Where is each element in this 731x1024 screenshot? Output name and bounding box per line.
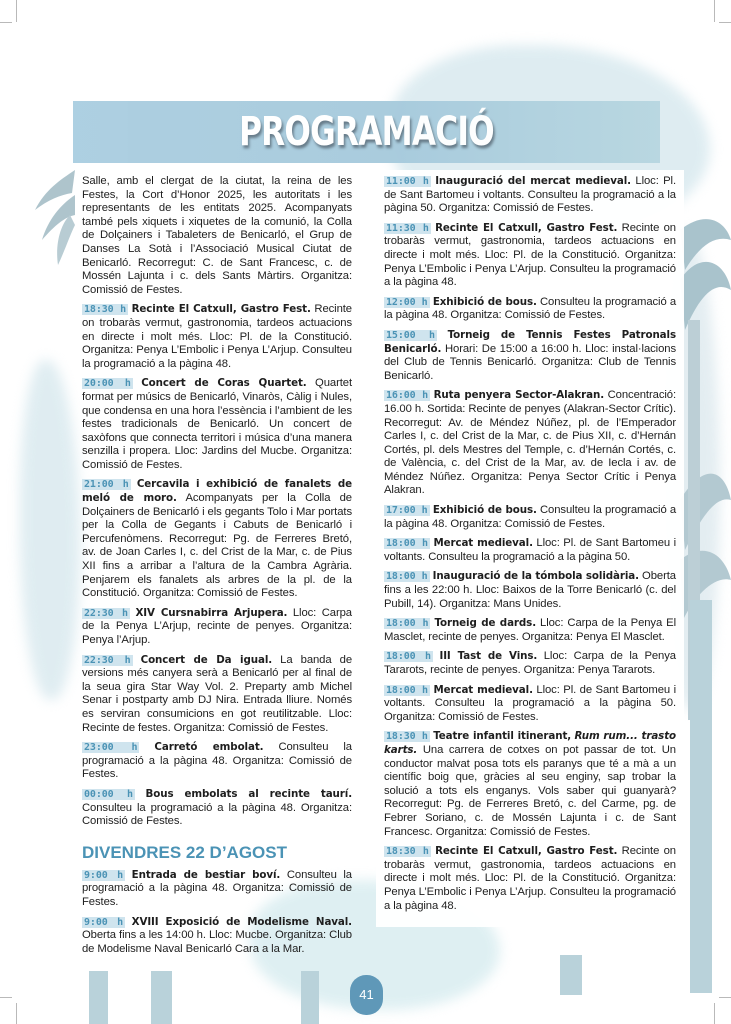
decorative-bar	[690, 600, 712, 993]
schedule-entry	[384, 730, 676, 839]
time-badge: 18:00 h	[386, 571, 428, 583]
event-title: Ruta penyera Sector-Alakran.	[433, 389, 605, 402]
event-description: Quartet format per músics de Benicarló, Vinaròs, Càlig i Nules, que condensa en una hora l’essència i l’ambient de les festes tradicionals de Benicarló. Un concert de saxòfons que connecta territori i música d’una manera senzilla i propera. Lloc: Jardins del Mucbe. Organitza: Comissió de Festes.	[82, 377, 352, 471]
time-badge: 18:30 h	[386, 731, 428, 743]
event-description: Oberta fins a les 14:00 h. Lloc: Mucbe. Organitza: Club de Modelisme Naval Benicarló Cara a la Mar.	[82, 929, 352, 955]
event-title: Recinte El Catxull, Gastro Fest.	[435, 845, 618, 858]
schedule-entry	[82, 607, 352, 648]
event-description: Recinte on trobaràs vermut, gastronomia, tardeos actuacions en directe i molt més. Lloc: Pl. de la Constitució. Organitza: Penya L’Embolic i Penya L’Arjup. Consulteu la programació a la pàgina 48.	[384, 221, 676, 289]
event-title: Concert de Coras Quartet.	[141, 377, 307, 390]
event-title: III Tast de Vins.	[439, 650, 538, 663]
decorative-bar	[301, 971, 319, 1024]
schedule-entry	[82, 478, 352, 600]
palm-tree-icon	[30, 165, 80, 275]
event-title: Recinte El Catxull, Gastro Fest.	[131, 303, 311, 316]
event-description: Recinte on trobaràs vermut, gastronomia, tardeos actuacions en directe i molt més. Lloc: Pl. de la Constitució. Organitza: Penya L’Embolic i Penya L’Arjup. Consulteu la programació a la pàgina 48.	[384, 845, 676, 912]
event-title: Concert de Da igual.	[140, 653, 273, 666]
crop-mark	[0, 22, 12, 23]
schedule-entry	[82, 916, 352, 957]
event-title: Mercat medieval.	[433, 537, 533, 550]
event-title: Inauguració de la tómbola solidària.	[432, 570, 639, 583]
schedule-entry	[82, 788, 352, 829]
event-description: Lloc: Carpa de la Penya Tararots, recinte de penyes. Organitza: Penya Tararots.	[384, 650, 676, 676]
event-description: Horari: De 15:00 a 16:00 h. Lloc: instal·lacions del Club de Tennis Benicarló. Organitza: Club de Tennis Benicarló.	[384, 342, 676, 382]
event-title: Exhibició de bous.	[432, 295, 537, 308]
event-description: Lloc: Carpa de la Penya L’Arjup, recinte de penyes. Organitza: Penya l’Arjup.	[82, 606, 352, 646]
crop-mark	[0, 997, 12, 998]
time-badge: 17:00 h	[386, 505, 428, 517]
time-badge: 16:00 h	[386, 390, 428, 402]
event-description: Consulteu la programació a la pàgina 48. Organitza: Comissió de Festes.	[82, 868, 352, 908]
time-badge: 22:30 h	[84, 654, 131, 666]
event-description: La banda de versions més canyera serà a Benicarló per al final de la seua gira Star Way Vol. 2. Preparty amb Michel Senar i postparty amb DJ Nira. Entrada lliure. Només es serviran consumicions en got reutilitzable. Lloc: Recinte de festes. Organitza: Comissió de Festes.	[82, 653, 353, 734]
event-description: Una carrera de cotxes on pot passar de tot. Un conductor malvat posa tots els paranys que té a mà a un científic boig que, gràcies al seu enginy, sap trobar la solució a tots els enganys. Vols saber qui guanyarà? Recorregut: Pg. de Ferreres Bretó, c. del Carme, pg. de Febrer Soriano, c. de Mossén Lajunta i c. de Sant Francesc. Organitza: Comissió de Festes.	[384, 743, 676, 838]
event-title: Carretó embolat.	[154, 741, 264, 754]
time-badge: 18:30 h	[84, 304, 126, 316]
event-title: Torneig de dards.	[434, 617, 537, 630]
time-badge: 22:30 h	[84, 607, 128, 619]
crop-mark	[719, 22, 731, 23]
event-description: Acompanyats per la Colla de Dolçainers de Benicarló i els gegants Tolo i Mar portats per la Colla de Gegants i Cabuts de Benicarló i Percufenòmens. Recorregut: Pg. de Ferreres Bretó, av. de Joan Carles I, c. del Crist de la Mar, c. de Pius XII fins a arribar a l’altura de la Cambra Agrària. Penjarem els fanalets als arbres de la pl. de la Constitució. Organitza: Comissió de Festes.	[82, 492, 352, 600]
event-title: Torneig de Tennis Festes Patronals Benicarló.	[384, 328, 676, 355]
time-badge: 18:00 h	[386, 651, 431, 663]
time-badge: 23:00 h	[84, 742, 138, 754]
time-badge: 21:00 h	[84, 479, 129, 491]
event-description: Oberta fins a les 22:00 h. Lloc: Baixos de la Torre Benicarló (c. del Pubill, 14). Organitza: Mans Unides.	[384, 570, 676, 610]
schedule-entry	[384, 537, 676, 564]
schedule-entry	[384, 296, 676, 323]
time-badge: 18:30 h	[386, 846, 429, 858]
page-number-badge: 41	[350, 975, 383, 1015]
time-badge: 15:00 h	[386, 329, 435, 341]
time-badge: 00:00 h	[84, 788, 133, 800]
day-heading: DIVENDRES 22 D’AGOST	[82, 842, 287, 862]
intro-paragraph: Salle, amb el clergat de la ciutat, la reina de les Festes, la Cort d’Honor 2025, les autoritats i les representants de les entitats 2025. Acompanyats també pels xiquets i xiquetes de la comunió, la Colla de Dolçainers i Tabaleters de Benicarló, el Grup de Danses La Sotà i l’Associació Musical Ciutat de Benicarló. Recorregut: C. de Sant Francesc, c. de Mossén Lajunta i c. dels Sants Màrtirs. Organitza: Comissió de Festes.	[82, 175, 352, 296]
event-description: Lloc: Pl. de Sant Bartomeu i voltants. Consulteu la programació a la pàgina 50. Organitza: Comissió de Festes.	[384, 175, 677, 215]
event-title: Teatre infantil itinerant,	[433, 730, 572, 743]
event-description: Lloc: Pl. de Sant Bartomeu i voltants. Consulteu la programació a la pàgina 50.	[384, 537, 676, 563]
schedule-entry	[384, 389, 676, 498]
schedule-entry	[384, 570, 676, 611]
event-description: Consulteu la programació a la pàgina 48. Organitza: Comissió de Festes.	[82, 741, 352, 781]
title-banner	[73, 101, 660, 163]
time-badge: 12:00 h	[386, 296, 428, 308]
event-title: Cercavila i exhibició de fanalets de meló de moro.	[82, 478, 352, 505]
event-title: Mercat medieval.	[433, 683, 533, 696]
time-badge: 9:00 h	[84, 869, 124, 881]
decorative-bar	[151, 971, 172, 1024]
schedule-entry	[384, 845, 676, 913]
time-badge: 20:00 h	[84, 378, 131, 390]
left-column	[82, 175, 352, 962]
event-title-italic: Rum rum... trasto karts.	[384, 730, 677, 756]
event-description: Consulteu la programació a la pàgina 48. Organitza: Comissió de Festes.	[82, 801, 352, 828]
schedule-entry	[82, 303, 352, 371]
watercolor-wash	[20, 360, 80, 700]
right-column	[376, 170, 684, 927]
schedule-entry	[384, 222, 676, 290]
page-title: PROGRAMACIÓ	[239, 109, 494, 155]
time-badge: 11:30 h	[386, 222, 429, 234]
schedule-entry	[384, 329, 676, 383]
crop-mark	[16, 1003, 17, 1024]
schedule-entry	[384, 617, 676, 644]
schedule-entry	[384, 684, 676, 725]
event-description: Lloc: Pl. de Sant Bartomeu i voltants. Consulteu la programació a la pàgina 50. Organitza: Comissió de Festes.	[384, 683, 676, 723]
event-title: Exhibició de bous.	[432, 504, 537, 517]
schedule-entry	[384, 504, 676, 531]
crop-mark	[719, 997, 731, 998]
time-badge: 18:00 h	[386, 538, 428, 550]
event-description: Lloc: Carpa de la Penya El Masclet, recinte de penyes. Organitza: Penya El Masclet.	[384, 617, 677, 643]
event-title: Entrada de bestiar boví.	[131, 868, 281, 881]
crop-mark	[714, 0, 715, 22]
event-description: Concentració: 16.00 h. Sortida: Recinte de penyes (Alakran-Sector Crític). Recorregut: Av. de Méndez Núñez, pl. de l’Emperador Carles I, c. del Crist de la Mar, c. de Pius XII, c. d’Hernán Cortés, pl. dels Mestres del Temple, c. d’Hernán Cortés, c. de València, c. del Crist de la Mar, av. de Iecla i av. de Méndez Núñez. Organitza: Penya Sector Crític i Penya Alakran.	[384, 389, 676, 497]
time-badge: 11:00 h	[386, 176, 429, 187]
schedule-entry	[82, 741, 352, 782]
schedule-entry	[82, 869, 352, 910]
event-description: Consulteu la programació a la pàgina 48. Organitza: Comissió de Festes.	[384, 504, 677, 530]
event-title: Bous embolats al recinte taurí.	[145, 787, 353, 800]
event-description: Recinte on trobaràs vermut, gastronomia, tardeos actuacions en directe i molt més. Lloc: Pl. de la Constitució. Organitza: Penya L’Embolic i Penya L’Arjup. Consulteu la programació a la pàgina 48.	[82, 303, 352, 370]
event-title: XVIII Exposició de Modelisme Naval.	[131, 915, 352, 928]
schedule-entry	[384, 650, 676, 677]
crop-mark	[16, 0, 17, 22]
decorative-bar	[560, 955, 582, 995]
time-badge: 18:00 h	[386, 684, 428, 696]
schedule-entry	[82, 654, 352, 736]
event-title: Recinte El Catxull, Gastro Fest.	[435, 221, 618, 234]
time-badge: 9:00 h	[84, 916, 124, 928]
crop-mark	[714, 1003, 715, 1024]
event-description: Consulteu la programació a la pàgina 48. Organitza: Comissió de Festes.	[384, 295, 677, 322]
schedule-entry	[384, 175, 676, 216]
event-title: XIV Cursnabirra Arjupera.	[135, 606, 288, 619]
time-badge: 18:00 h	[386, 618, 429, 630]
event-title: Inauguració del mercat medieval.	[435, 175, 631, 187]
schedule-entry	[82, 377, 352, 472]
decorative-bar	[89, 971, 108, 1024]
